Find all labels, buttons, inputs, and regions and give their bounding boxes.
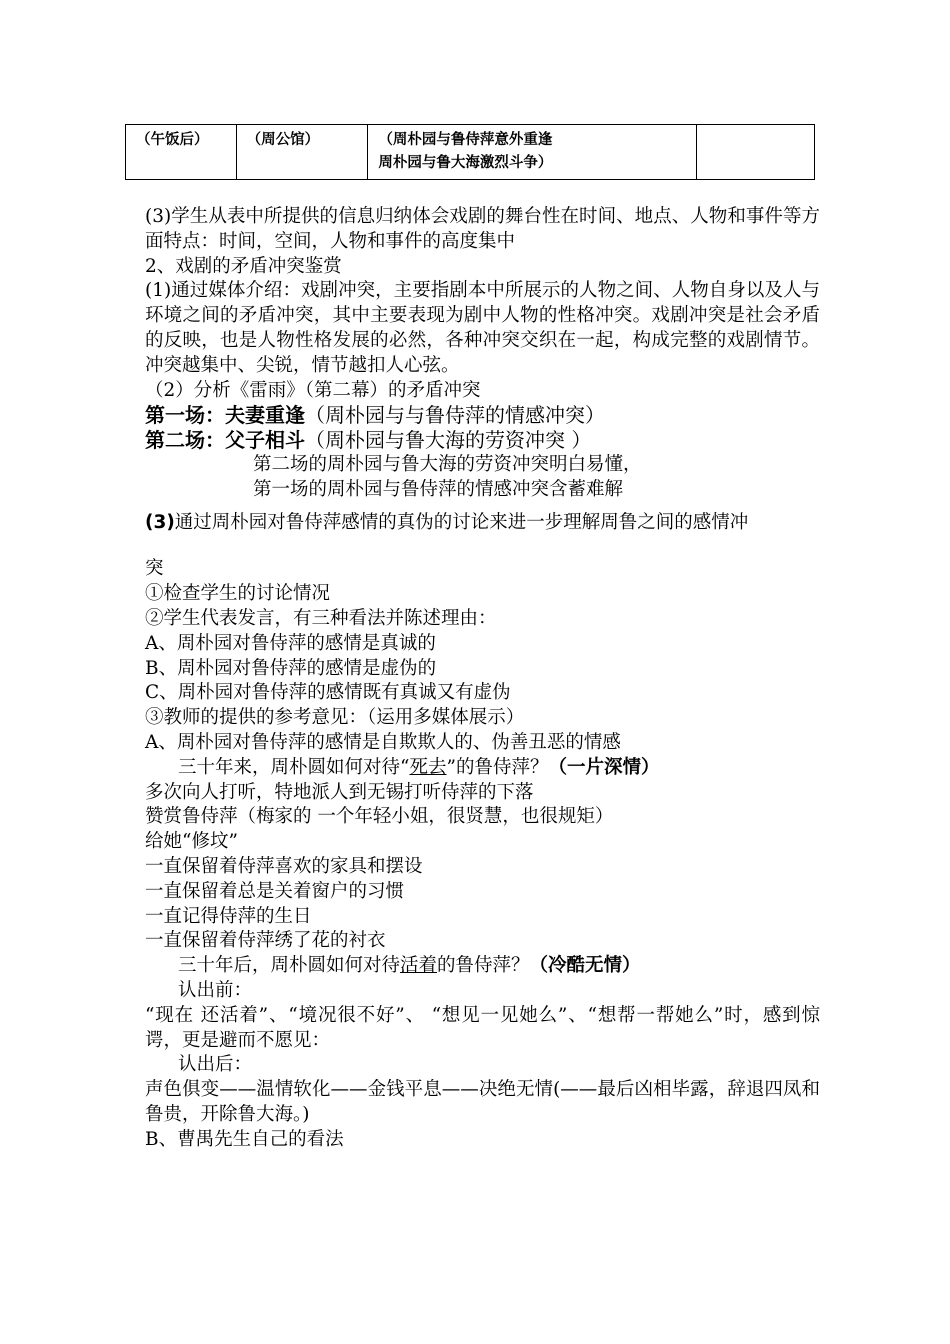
paragraph: 第一场的周朴园与鲁侍萍的情感冲突含蓄难解 [253,478,624,500]
list-item: ③教师的提供的参考意见：（运用多媒体展示） [145,707,525,729]
paragraph: (3)学生从表中所提供的信息归纳体会戏剧的舞台性在时间、地点、人物和事件等方面特点：时间，空间，人物和事件的高度集中 [145,206,820,252]
table-cell-events [368,125,697,180]
paragraph: 突 [145,558,164,580]
paragraph: 认出前： [178,979,253,1001]
list-item: B、周朴园对鲁侍萍的感情是虚伪的 [145,657,437,679]
list-item: 多次向人打听，特地派人到无锡打听侍萍的下落 [145,781,534,803]
list-item: A、周朴园对鲁侍萍的感情是真诚的 [145,632,436,654]
paragraph: 声色俱变——温情软化——金钱平息——决绝无情(——最后凶相毕露，辞退四凤和鲁贵，开除鲁大海。) [145,1079,820,1125]
paragraph: （2）分析《雷雨》（第二幕）的矛盾冲突 [145,379,481,401]
section-heading: 2、戏剧的矛盾冲突鉴赏 [145,255,342,277]
table-cell-place: （周公馆） [236,125,368,180]
list-item: ②学生代表发言，有三种看法并陈述理由： [145,607,497,629]
paragraph: 第二场的周朴园与鲁大海的劳资冲突明白易懂， [253,453,642,475]
schedule-table [125,124,815,180]
scene-two-line: 第二场：父子相斗（周朴园与鲁大海的劳资冲突 ） [145,428,592,453]
event-line-1: （周朴园与鲁侍萍意外重逢 [378,132,553,148]
paragraph: (1)通过媒体介绍：戏剧冲突，主要指剧本中所展示的人物之间、人物自身以及人与环境之间的矛盾冲突，其中主要表现为剧中人物的性格冲突。戏剧冲突是社会矛盾的反映，也是人物性格发展的必然，各种冲突交织在一起，构成完整的戏剧情节。冲突越集中、尖锐，情节越扣人心弦。 [145,280,820,376]
list-item: 一直保留着侍萍喜欢的家具和摆设 [145,855,423,877]
table-cell-empty [697,125,815,180]
question-line: 三十年来，周朴圆如何对待“死去”的鲁侍萍？（一片深情） [178,756,660,778]
paragraph: “现在 还活着”、“境况很不好”、 “想见一见她么”、“想帮一帮她么”时，感到惊谔，更是避而不愿见： [145,1004,820,1051]
question-line: 三十年后，周朴圆如何对待活着的鲁侍萍？（冷酷无情） [178,955,641,977]
document-body [145,205,820,1152]
table-row [126,125,815,180]
paragraph: 认出后： [178,1054,253,1076]
event-line-2: 周朴园与鲁大海激烈斗争） [378,155,553,171]
paragraph: B、曹禺先生自己的看法 [145,1128,344,1150]
list-item: 赞赏鲁侍萍（梅家的 一个年轻小姐，很贤慧，也很规矩） [145,806,614,828]
list-item: A、周朴园对鲁侍萍的感情是自欺欺人的、伪善丑恶的情感 [145,731,621,753]
list-item: C、周朴园对鲁侍萍的感情既有真诚又有虚伪 [145,682,511,704]
list-item: 一直保留着侍萍绣了花的衬衣 [145,930,386,952]
paragraph: (3)通过周朴园对鲁侍萍感情的真伪的讨论来进一步理解周鲁之间的感情冲 [145,511,749,533]
scene-one-line: 第一场：夫妻重逢（周朴园与与鲁侍萍的情感冲突） [145,403,605,428]
list-item: 一直记得侍萍的生日 [145,905,312,927]
list-item: ①检查学生的讨论情况 [145,583,331,605]
list-item: 给她“修坟” [145,831,238,853]
list-item: 一直保留着总是关着窗户的习惯 [145,880,405,902]
table-cell-time: （午饭后） [126,125,237,180]
